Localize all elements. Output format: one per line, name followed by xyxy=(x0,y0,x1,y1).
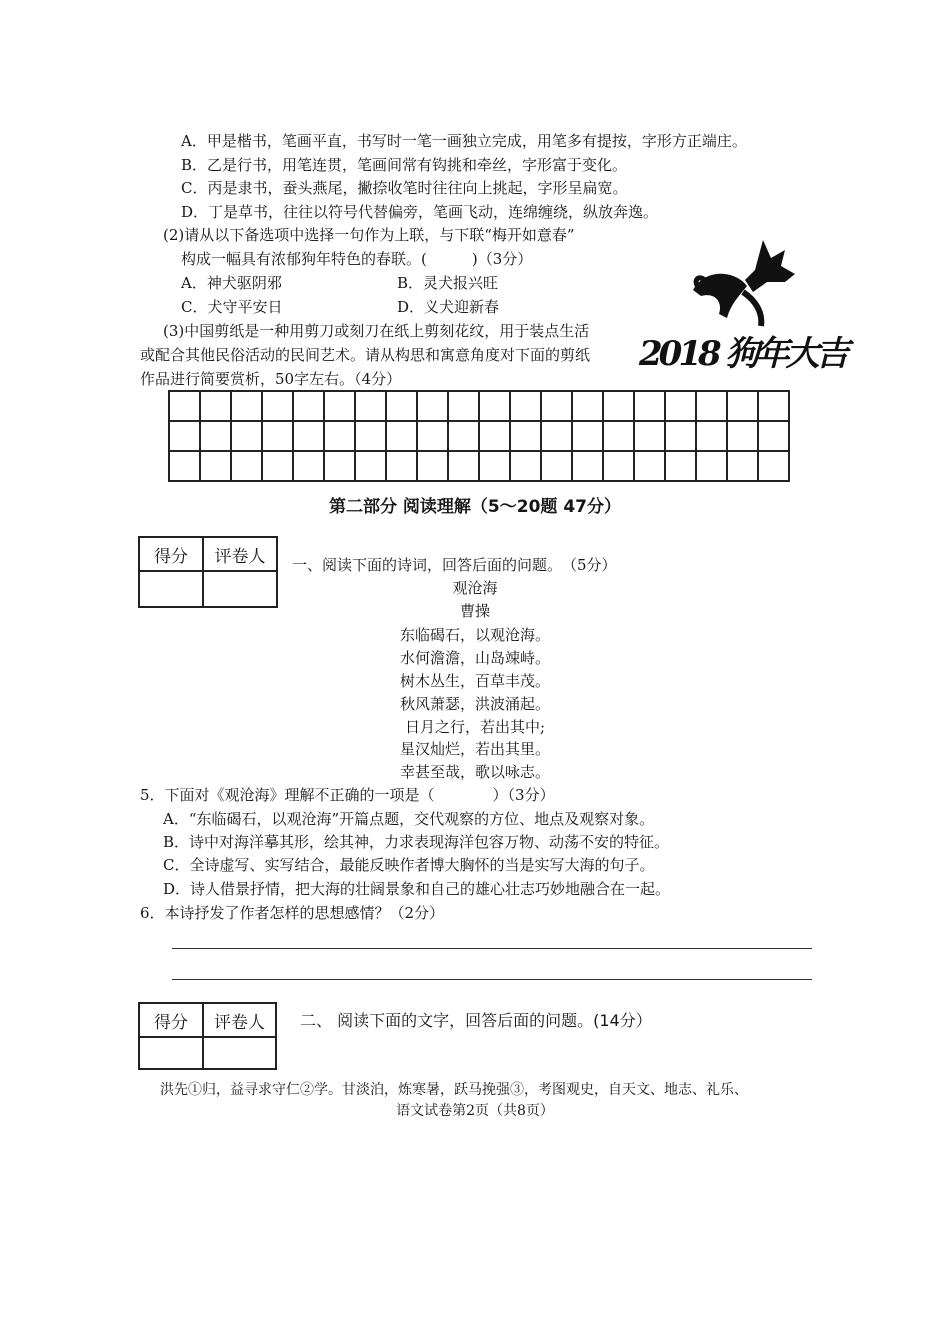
poem-line-2: 水何澹澹，山岛竦峙。 xyxy=(399,649,550,667)
poem-title: 观沧海 xyxy=(452,579,498,597)
grid-cell[interactable] xyxy=(511,392,542,422)
grid-cell[interactable] xyxy=(542,452,573,482)
poem-line-7: 幸甚至哉，歌以咏志。 xyxy=(399,763,550,781)
question5-stem-text: 5．下面对《观沧海》理解不正确的一项是（ xyxy=(140,786,435,804)
question5-stem xyxy=(140,785,555,805)
grid-cell[interactable] xyxy=(542,392,573,422)
score-box-2 xyxy=(138,1002,277,1070)
poem-author: 曹操 xyxy=(459,602,490,620)
question5-option-a: A．“东临碣石，以观沧海”开篇点题，交代观察的方位、地点及观察对象。 xyxy=(163,810,655,828)
grid-cell[interactable] xyxy=(170,392,201,422)
reading-two-passage: 洪先①归，益寻求守仁②学。甘淡泊，炼寒暑，跃马挽强③，考图观史，自天文、地志、礼乐、 xyxy=(160,1082,748,1098)
grid-cell[interactable] xyxy=(232,452,263,482)
grid-cell[interactable] xyxy=(604,392,635,422)
question6-answer-line-2[interactable] xyxy=(172,979,812,980)
grid-cell[interactable] xyxy=(604,452,635,482)
question5-option-c: C．全诗虚写、实写结合，最能反映作者博大胸怀的当是实写大海的句子。 xyxy=(163,856,655,874)
grid-cell[interactable] xyxy=(666,422,697,452)
poem-line-4: 秋风萧瑟，洪波涌起。 xyxy=(399,695,550,713)
grid-cell[interactable] xyxy=(201,422,232,452)
grid-cell[interactable] xyxy=(728,422,759,452)
grid-cell[interactable] xyxy=(356,452,387,482)
papercut-prompt-line3: 作品进行简要赏析，50字左右。（4分） xyxy=(140,370,402,388)
grid-cell[interactable] xyxy=(263,452,294,482)
grid-cell[interactable] xyxy=(387,422,418,452)
question6-stem: 6．本诗抒发了作者怎样的思想感情？（2分） xyxy=(140,904,445,922)
grid-cell[interactable] xyxy=(480,452,511,482)
question6-answer-line-1[interactable] xyxy=(172,948,812,949)
grid-cell[interactable] xyxy=(387,452,418,482)
score-label: 得分 xyxy=(139,537,203,571)
calligraphy-option-c: C．丙是隶书，蚕头燕尾，撇捺收笔时往往向上挑起，字形呈扁宽。 xyxy=(181,179,628,197)
grid-cell[interactable] xyxy=(418,452,449,482)
reading-two-heading: 二、 阅读下面的文字，回答后面的问题。(14分） xyxy=(300,1011,652,1030)
grid-cell[interactable] xyxy=(356,422,387,452)
couplet-option-a: A．神犬驱阴邪 xyxy=(181,274,282,292)
grid-cell[interactable] xyxy=(697,422,728,452)
grid-cell[interactable] xyxy=(480,392,511,422)
grader-label: 评卷人 xyxy=(203,537,277,571)
poem-line-3: 树木丛生，百草丰茂。 xyxy=(399,672,550,690)
grid-cell[interactable] xyxy=(759,422,790,452)
poem-line-5: 日月之行，若出其中; xyxy=(404,718,546,736)
papercut-artwork-text: 2018 狗年大吉 xyxy=(639,334,846,374)
grid-cell[interactable] xyxy=(387,392,418,422)
couplet-prompt-line1: (2)请从以下备选项中选择一句作为上联，与下联“梅开如意春” xyxy=(163,226,575,244)
grid-cell[interactable] xyxy=(201,452,232,482)
calligraphy-option-a: A．甲是楷书，笔画平直，书写时一笔一画独立完成，用笔多有提按，字形方正端庄。 xyxy=(181,132,747,150)
grid-cell[interactable] xyxy=(294,452,325,482)
calligraphy-option-b: B．乙是行书，用笔连贯，笔画间常有钩挑和牵丝，字形富于变化。 xyxy=(181,156,628,174)
grid-cell[interactable] xyxy=(759,452,790,482)
grid-cell[interactable] xyxy=(728,392,759,422)
grid-cell[interactable] xyxy=(294,422,325,452)
poem-line-6: 星汉灿烂，若出其里。 xyxy=(399,740,550,758)
couplet-option-c: C．犬守平安日 xyxy=(181,298,283,316)
grader-cell[interactable] xyxy=(203,1037,276,1069)
grid-cell[interactable] xyxy=(697,452,728,482)
grid-cell[interactable] xyxy=(480,422,511,452)
grid-cell[interactable] xyxy=(232,422,263,452)
couplet-prompt-line2: 构成一幅具有浓郁狗年特色的春联。( )（3分） xyxy=(181,250,533,268)
grid-cell[interactable] xyxy=(666,392,697,422)
grid-cell[interactable] xyxy=(449,392,480,422)
grid-cell[interactable] xyxy=(325,452,356,482)
answer-grid[interactable] xyxy=(168,390,790,482)
grid-cell[interactable] xyxy=(201,392,232,422)
question5-option-d: D．诗人借景抒情，把大海的壮阔景象和自己的雄心壮志巧妙地融合在一起。 xyxy=(163,880,671,898)
papercut-prompt-line1: (3)中国剪纸是一种用剪刀或刻刀在纸上剪刻花纹，用于装点生活 xyxy=(163,322,590,340)
grid-cell[interactable] xyxy=(232,392,263,422)
papercut-prompt-line2: 或配合其他民俗活动的民间艺术。请从构思和寓意角度对下面的剪纸 xyxy=(140,346,591,364)
question5-stem-end: ）（3分） xyxy=(492,786,555,804)
grid-cell[interactable] xyxy=(666,452,697,482)
grid-cell[interactable] xyxy=(635,392,666,422)
reading-one-heading: 一、阅读下面的诗词，回答后面的问题。 （5分） xyxy=(292,556,617,574)
grid-cell[interactable] xyxy=(170,452,201,482)
grid-cell[interactable] xyxy=(573,392,604,422)
grid-cell[interactable] xyxy=(697,392,728,422)
couplet-option-d: D．义犬迎新春 xyxy=(397,298,500,316)
grader-label: 评卷人 xyxy=(203,1003,276,1037)
grid-cell[interactable] xyxy=(604,422,635,452)
poem-line-1: 东临碣石，以观沧海。 xyxy=(399,626,550,644)
grid-cell[interactable] xyxy=(573,452,604,482)
grid-cell[interactable] xyxy=(418,392,449,422)
grid-cell[interactable] xyxy=(511,452,542,482)
grid-cell[interactable] xyxy=(418,422,449,452)
grid-cell[interactable] xyxy=(449,422,480,452)
grid-cell[interactable] xyxy=(449,452,480,482)
calligraphy-option-d: D．丁是草书，往往以符号代替偏旁，笔画飞动，连绵缠绕，纵放奔逸。 xyxy=(181,203,659,221)
grid-cell[interactable] xyxy=(356,392,387,422)
grid-cell[interactable] xyxy=(759,392,790,422)
part2-title: 第二部分 阅读理解（5～20题 47分） xyxy=(329,497,621,517)
grid-cell[interactable] xyxy=(263,392,294,422)
grid-cell[interactable] xyxy=(263,422,294,452)
grid-cell[interactable] xyxy=(542,422,573,452)
grid-cell[interactable] xyxy=(635,422,666,452)
score-label: 得分 xyxy=(139,1003,203,1037)
question5-option-b: B．诗中对海洋摹其形，绘其神，力求表现海洋包容万物、动荡不安的特征。 xyxy=(163,833,670,851)
grid-cell[interactable] xyxy=(325,422,356,452)
page-footer: 语文试卷第2页（共8页） xyxy=(396,1103,554,1119)
grid-cell[interactable] xyxy=(728,452,759,482)
papercut-artwork xyxy=(635,230,846,380)
grid-cell[interactable] xyxy=(170,422,201,452)
grid-cell[interactable] xyxy=(635,452,666,482)
couplet-option-b: B．灵犬报兴旺 xyxy=(397,274,499,292)
grid-cell[interactable] xyxy=(294,392,325,422)
grid-cell[interactable] xyxy=(511,422,542,452)
score-cell[interactable] xyxy=(139,1037,203,1069)
grid-cell[interactable] xyxy=(573,422,604,452)
grid-cell[interactable] xyxy=(325,392,356,422)
